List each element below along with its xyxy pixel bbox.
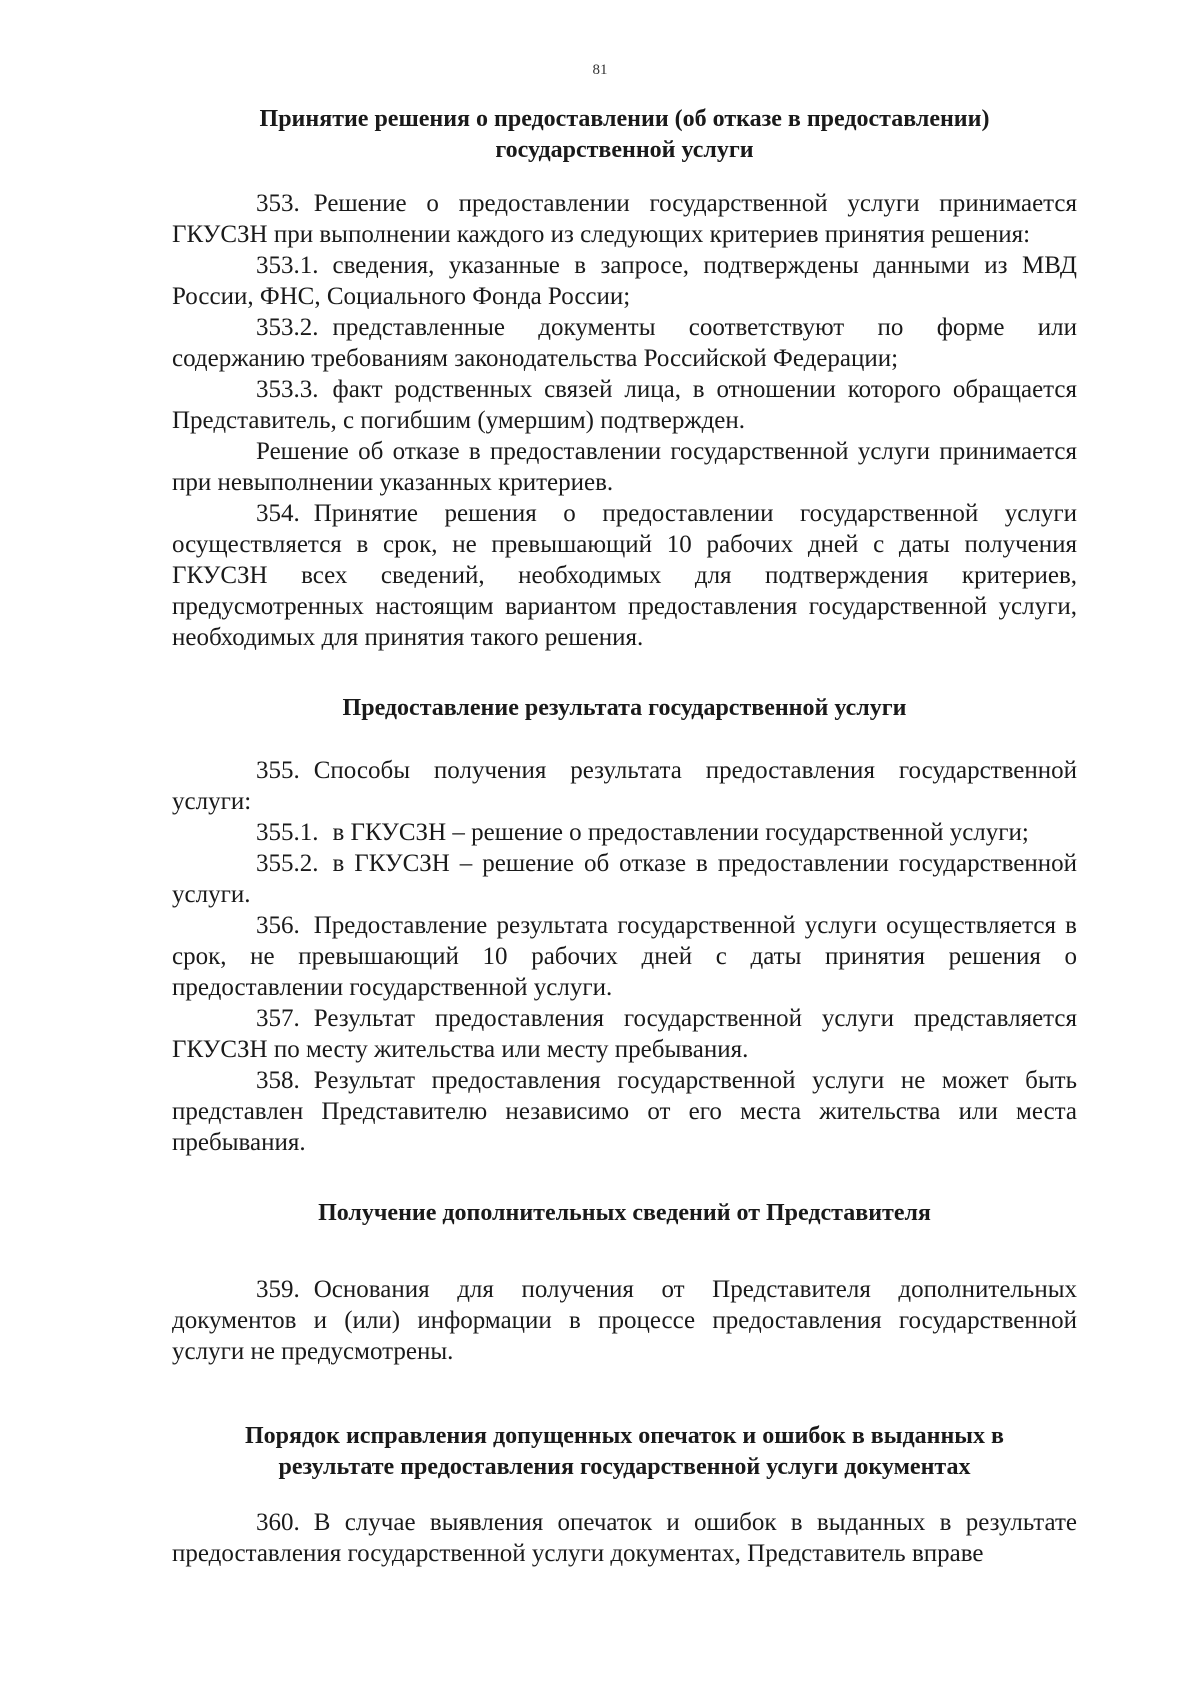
heading-line: результате предоставления государственной услуги документах [278,1454,971,1480]
clause-text: Предоставление результата государственной услуги осуществляется в срок, не превышающий 10 рабочих дней с даты принятия решения о предоставлении государственной услуги. [172,912,1077,1001]
paragraph-refusal [172,436,1077,498]
section-heading [172,104,1077,166]
clause-number: 353.1. [256,252,319,279]
clause-number: 354. [256,500,300,527]
clause-number: 353.2. [256,314,319,341]
section-heading [172,693,1077,724]
heading-line: Порядок исправления допущенных опечаток и ошибок в выданных в [245,1423,1004,1449]
clause-text: Результат предоставления государственной услуги представляется ГКУСЗН по месту жительства или месту пребывания. [172,1005,1077,1063]
paragraph-353 [172,188,1077,250]
clause-number: 355.1. [256,819,319,846]
heading-line: Получение дополнительных сведений от Представителя [318,1200,931,1226]
paragraph-358 [172,1065,1077,1158]
paragraph-353-1 [172,250,1077,312]
paragraph-355-2 [172,848,1077,910]
paragraph-360 [172,1507,1077,1569]
clause-text: Результат предоставления государственной услуги не может быть представлен Представителю независимо от его места жительства или места пребывания. [172,1067,1077,1156]
paragraph-357 [172,1003,1077,1065]
clause-text: сведения, указанные в запросе, подтверждены данными из МВД России, ФНС, Социального Фонда России; [172,252,1077,310]
clause-text: Принятие решения о предоставлении государственной услуги осуществляется в срок, не превышающий 10 рабочих дней с даты получения ГКУСЗН всех сведений, необходимых для подтверждения критериев, предусмотренных настоящим вариантом предоставления государственной услуги, необходимых для принятия такого решения. [172,500,1077,651]
clause-text: Решение о предоставлении государственной услуги принимается ГКУСЗН при выполнении каждого из следующих критериев принятия решения: [172,190,1077,248]
paragraph-355-1 [172,817,1077,848]
clause-text: представленные документы соответствуют по форме или содержанию требованиям законодательства Российской Федерации; [172,314,1077,372]
clause-number: 358. [256,1067,300,1094]
paragraph-359 [172,1274,1077,1367]
clause-number: 353. [256,190,300,217]
page-content [172,104,1077,1569]
clause-text: в ГКУСЗН – решение о предоставлении государственной услуги; [332,819,1029,846]
paragraph-355 [172,755,1077,817]
clause-text: В случае выявления опечаток и ошибок в выданных в результате предоставления государственной услуги документах, Представитель вправе [172,1509,1077,1567]
clause-number: 355.2. [256,850,319,877]
heading-line: Принятие решения о предоставлении (об отказе в предоставлении) [259,106,990,132]
section-heading [172,1198,1077,1229]
paragraph-356 [172,910,1077,1003]
paragraph-354 [172,498,1077,653]
heading-line: государственной услуги [495,137,754,163]
paragraph-353-2 [172,312,1077,374]
clause-text: в ГКУСЗН – решение об отказе в предоставлении государственной услуги. [172,850,1077,908]
clause-number: 355. [256,757,300,784]
heading-line: Предоставление результата государственной услуги [342,695,907,721]
clause-number: 360. [256,1509,300,1536]
clause-number: 359. [256,1276,300,1303]
paragraph-353-3 [172,374,1077,436]
clause-text: Способы получения результата предоставления государственной услуги: [172,757,1077,815]
section-heading [172,1421,1077,1483]
clause-number: 353.3. [256,376,319,403]
clause-number: 357. [256,1005,300,1032]
clause-text: Основания для получения от Представителя дополнительных документов и (или) информации в процессе предоставления государственной услуги не предусмотрены. [172,1276,1077,1365]
clause-text: факт родственных связей лица, в отношении которого обращается Представитель, с погибшим (умершим) подтвержден. [172,376,1077,434]
clause-text: Решение об отказе в предоставлении государственной услуги принимается при невыполнении указанных критериев. [172,438,1077,496]
clause-number: 356. [256,912,300,939]
page-number: 81 [592,62,608,78]
